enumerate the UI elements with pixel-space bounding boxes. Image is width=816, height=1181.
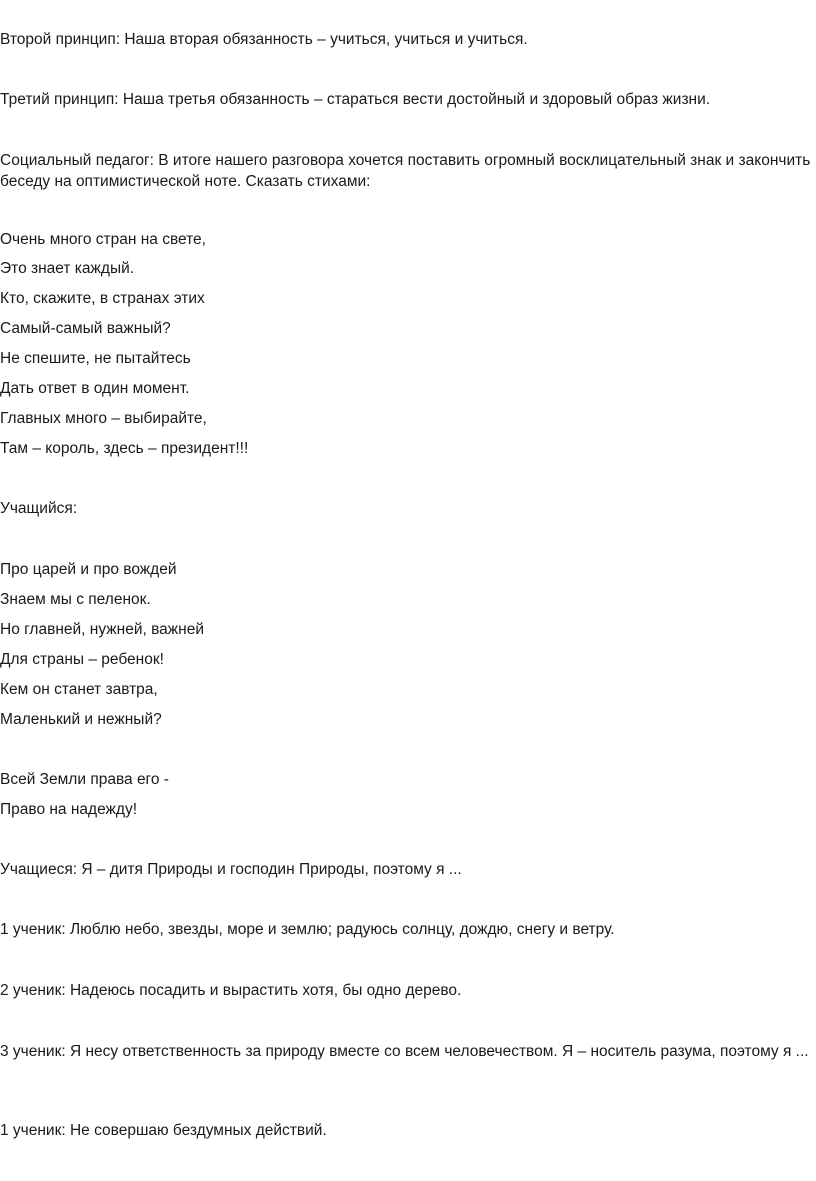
paragraph-social-pedagogue: Социальный педагог: В итоге нашего разговора хочется поставить огромный восклицательный знак и закончить беседу на оптимистической ноте. Сказать стихами:	[0, 152, 811, 190]
paragraph-student-1: 1 ученик: Люблю небо, звезды, море и землю; радуюсь солнцу, дождю, снегу и ветру.	[0, 921, 615, 938]
paragraph-students: Учащиеся: Я – дитя Природы и господин Природы, поэтому я ...	[0, 861, 462, 878]
paragraph-student-2: 2 ученик: Надеюсь посадить и вырастить хотя, бы одно дерево.	[0, 982, 462, 999]
paragraph-third-principle: Третий принцип: Наша третья обязанность – стараться вести достойный и здоровый образ жизни.	[0, 91, 711, 108]
poem1-line-1: Очень много стран на свете,	[0, 231, 206, 248]
poem2-line-1: Про царей и про вождей	[0, 561, 177, 578]
poem2-line-3: Но главней, нужней, важней	[0, 621, 204, 638]
student-label: Учащийся:	[0, 500, 78, 517]
poem2-line-2: Знаем мы с пеленок.	[0, 591, 151, 608]
poem1-line-2: Это знает каждый.	[0, 260, 135, 277]
poem1-line-7: Главных много – выбирайте,	[0, 410, 207, 427]
poem1-line-6: Дать ответ в один момент.	[0, 380, 190, 397]
poem3-line-2: Право на надежду!	[0, 801, 137, 818]
paragraph-student-1-again: 1 ученик: Не совершаю бездумных действий.	[0, 1122, 327, 1139]
poem1-line-8: Там – король, здесь – президент!!!	[0, 440, 249, 457]
poem1-line-5: Не спешите, не пытайтесь	[0, 350, 191, 367]
poem1-line-3: Кто, скажите, в странах этих	[0, 290, 205, 307]
poem2-line-5: Кем он станет завтра,	[0, 681, 158, 698]
poem3-line-1: Всей Земли права его -	[0, 771, 169, 788]
poem2-line-6: Маленький и нежный?	[0, 711, 162, 728]
paragraph-second-principle: Второй принцип: Наша вторая обязанность – учиться, учиться и учиться.	[0, 31, 528, 48]
poem1-line-4: Самый-самый важный?	[0, 320, 171, 337]
poem2-line-4: Для страны – ребенок!	[0, 651, 164, 668]
paragraph-student-3: 3 ученик: Я несу ответственность за природу вместе со всем человечеством. Я – носитель разума, поэтому я ...	[0, 1043, 809, 1060]
